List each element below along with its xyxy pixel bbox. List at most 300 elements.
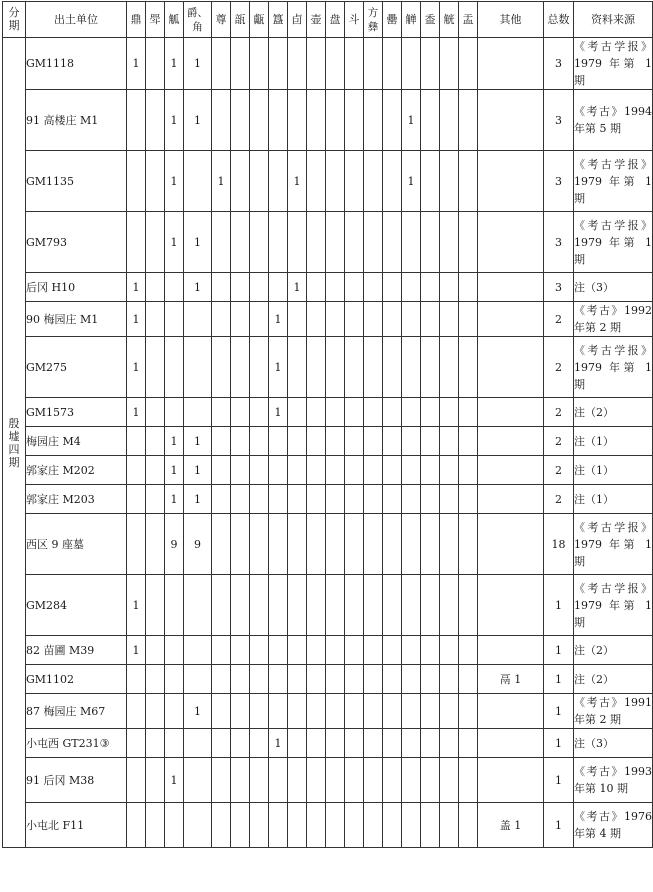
count-cell xyxy=(402,485,421,514)
count-cell xyxy=(459,665,478,694)
count-cell xyxy=(345,758,364,803)
count-cell xyxy=(250,427,269,456)
count-cell xyxy=(250,575,269,636)
count-cell xyxy=(231,212,250,273)
count-cell xyxy=(269,694,288,729)
count-cell xyxy=(421,575,440,636)
count-cell xyxy=(165,575,184,636)
count-cell: 1 xyxy=(269,398,288,427)
source-cell: 《考古学报》1979 年第 1 期 xyxy=(574,151,653,212)
count-cell xyxy=(459,302,478,337)
header-type: 盂 xyxy=(459,2,478,38)
source-cell: 注（3） xyxy=(574,729,653,758)
count-cell xyxy=(288,456,307,485)
table-row xyxy=(3,575,653,636)
table-row xyxy=(3,38,653,90)
count-cell xyxy=(459,212,478,273)
count-cell xyxy=(165,337,184,398)
count-cell: 1 xyxy=(127,302,146,337)
count-cell xyxy=(459,758,478,803)
other-cell xyxy=(478,456,544,485)
count-cell xyxy=(288,485,307,514)
count-cell xyxy=(250,151,269,212)
count-cell xyxy=(364,151,383,212)
header-type: 卣 xyxy=(288,2,307,38)
table-row xyxy=(3,302,653,337)
unit-cell: 小屯北 F11 xyxy=(26,803,127,848)
count-cell xyxy=(402,729,421,758)
other-cell xyxy=(478,729,544,758)
count-cell xyxy=(364,212,383,273)
count-cell xyxy=(250,212,269,273)
count-cell xyxy=(212,90,231,151)
count-cell xyxy=(459,694,478,729)
count-cell xyxy=(440,456,459,485)
count-cell xyxy=(364,694,383,729)
total-cell: 3 xyxy=(544,38,574,90)
count-cell xyxy=(459,337,478,398)
count-cell xyxy=(307,758,326,803)
unit-cell: 87 梅园庄 M67 xyxy=(26,694,127,729)
count-cell xyxy=(212,456,231,485)
count-cell xyxy=(288,427,307,456)
count-cell xyxy=(269,151,288,212)
count-cell xyxy=(127,456,146,485)
count-cell xyxy=(231,575,250,636)
count-cell xyxy=(421,729,440,758)
count-cell xyxy=(326,427,345,456)
source-cell: 注（2） xyxy=(574,665,653,694)
unit-cell: 郭家庄 M203 xyxy=(26,485,127,514)
unit-cell: GM1118 xyxy=(26,38,127,90)
count-cell xyxy=(364,273,383,302)
count-cell xyxy=(421,456,440,485)
total-cell: 2 xyxy=(544,485,574,514)
count-cell xyxy=(402,514,421,575)
count-cell xyxy=(459,514,478,575)
count-cell xyxy=(364,729,383,758)
count-cell xyxy=(459,90,478,151)
count-cell xyxy=(165,273,184,302)
count-cell: 1 xyxy=(127,273,146,302)
source-cell: 《考古》1993 年第 10 期 xyxy=(574,758,653,803)
count-cell xyxy=(364,485,383,514)
other-cell xyxy=(478,212,544,273)
count-cell: 1 xyxy=(165,456,184,485)
count-cell xyxy=(212,636,231,665)
count-cell xyxy=(326,485,345,514)
count-cell: 1 xyxy=(165,151,184,212)
count-cell xyxy=(326,90,345,151)
count-cell xyxy=(402,758,421,803)
count-cell xyxy=(383,803,402,848)
source-cell: 《考古》1994 年第 5 期 xyxy=(574,90,653,151)
count-cell xyxy=(288,514,307,575)
table-row xyxy=(3,729,653,758)
count-cell xyxy=(146,694,165,729)
count-cell xyxy=(307,427,326,456)
count-cell xyxy=(127,427,146,456)
count-cell xyxy=(364,514,383,575)
count-cell xyxy=(440,302,459,337)
count-cell xyxy=(345,575,364,636)
count-cell xyxy=(440,212,459,273)
count-cell xyxy=(383,151,402,212)
count-cell xyxy=(345,212,364,273)
count-cell xyxy=(459,38,478,90)
count-cell xyxy=(212,803,231,848)
count-cell: 1 xyxy=(269,302,288,337)
table-row xyxy=(3,427,653,456)
count-cell: 1 xyxy=(165,427,184,456)
total-cell: 1 xyxy=(544,636,574,665)
other-cell xyxy=(478,575,544,636)
header-source: 资料来源 xyxy=(574,2,653,38)
source-cell: 《考古学报》1979 年第 1 期 xyxy=(574,575,653,636)
source-cell: 注（2） xyxy=(574,398,653,427)
count-cell xyxy=(383,665,402,694)
count-cell xyxy=(421,514,440,575)
count-cell xyxy=(231,337,250,398)
total-cell: 1 xyxy=(544,694,574,729)
count-cell xyxy=(345,427,364,456)
count-cell xyxy=(288,302,307,337)
count-cell xyxy=(269,636,288,665)
count-cell xyxy=(440,398,459,427)
count-cell xyxy=(269,514,288,575)
count-cell xyxy=(184,575,212,636)
table-row xyxy=(3,398,653,427)
count-cell xyxy=(383,302,402,337)
count-cell xyxy=(231,90,250,151)
count-cell xyxy=(440,758,459,803)
other-cell xyxy=(478,337,544,398)
bronze-vessel-table xyxy=(2,1,653,848)
source-cell: 《考古》1991 年第 2 期 xyxy=(574,694,653,729)
count-cell xyxy=(184,398,212,427)
count-cell xyxy=(269,803,288,848)
count-cell xyxy=(345,90,364,151)
count-cell xyxy=(364,456,383,485)
count-cell xyxy=(383,456,402,485)
count-cell: 1 xyxy=(288,273,307,302)
count-cell xyxy=(307,90,326,151)
count-cell xyxy=(421,803,440,848)
count-cell xyxy=(364,636,383,665)
count-cell xyxy=(421,398,440,427)
count-cell xyxy=(184,758,212,803)
total-cell: 2 xyxy=(544,456,574,485)
count-cell xyxy=(146,273,165,302)
count-cell xyxy=(146,636,165,665)
count-cell xyxy=(459,398,478,427)
header-period: 分期 xyxy=(3,2,26,38)
source-cell: 注（1） xyxy=(574,485,653,514)
count-cell xyxy=(402,636,421,665)
count-cell: 1 xyxy=(269,337,288,398)
total-cell: 2 xyxy=(544,337,574,398)
count-cell xyxy=(440,151,459,212)
count-cell xyxy=(231,636,250,665)
count-cell xyxy=(231,427,250,456)
count-cell: 1 xyxy=(127,636,146,665)
total-cell: 2 xyxy=(544,398,574,427)
count-cell xyxy=(345,38,364,90)
count-cell xyxy=(326,694,345,729)
count-cell: 1 xyxy=(184,456,212,485)
count-cell: 9 xyxy=(184,514,212,575)
count-cell xyxy=(250,803,269,848)
count-cell xyxy=(383,90,402,151)
header-type: 鼎 xyxy=(127,2,146,38)
count-cell xyxy=(250,694,269,729)
count-cell xyxy=(269,665,288,694)
count-cell xyxy=(402,575,421,636)
count-cell xyxy=(184,803,212,848)
unit-cell: GM275 xyxy=(26,337,127,398)
count-cell xyxy=(421,427,440,456)
table-row xyxy=(3,151,653,212)
other-cell xyxy=(478,90,544,151)
count-cell xyxy=(383,212,402,273)
unit-cell: GM1135 xyxy=(26,151,127,212)
count-cell xyxy=(345,398,364,427)
count-cell xyxy=(421,636,440,665)
count-cell xyxy=(364,302,383,337)
count-cell xyxy=(345,302,364,337)
count-cell xyxy=(326,151,345,212)
header-type: 觚 xyxy=(165,2,184,38)
count-cell xyxy=(440,427,459,456)
count-cell xyxy=(212,694,231,729)
count-cell xyxy=(165,694,184,729)
count-cell xyxy=(345,514,364,575)
unit-cell: 郭家庄 M202 xyxy=(26,456,127,485)
count-cell xyxy=(146,485,165,514)
count-cell xyxy=(307,273,326,302)
count-cell xyxy=(459,803,478,848)
count-cell xyxy=(345,636,364,665)
source-cell: 《考古学报》1979 年第 1 期 xyxy=(574,212,653,273)
count-cell xyxy=(459,273,478,302)
count-cell xyxy=(307,729,326,758)
count-cell xyxy=(402,694,421,729)
count-cell xyxy=(383,38,402,90)
count-cell xyxy=(421,302,440,337)
count-cell xyxy=(146,302,165,337)
count-cell xyxy=(250,514,269,575)
header-type: 方彝 xyxy=(364,2,383,38)
count-cell xyxy=(326,456,345,485)
unit-cell: 82 苗圃 M39 xyxy=(26,636,127,665)
count-cell xyxy=(250,729,269,758)
count-cell xyxy=(364,38,383,90)
count-cell: 1 xyxy=(127,575,146,636)
count-cell xyxy=(383,427,402,456)
total-cell: 18 xyxy=(544,514,574,575)
count-cell xyxy=(459,485,478,514)
count-cell xyxy=(364,665,383,694)
count-cell xyxy=(269,38,288,90)
table-row xyxy=(3,212,653,273)
count-cell xyxy=(383,636,402,665)
count-cell xyxy=(345,337,364,398)
count-cell xyxy=(307,398,326,427)
count-cell xyxy=(288,729,307,758)
count-cell xyxy=(345,694,364,729)
count-cell xyxy=(402,398,421,427)
total-cell: 3 xyxy=(544,212,574,273)
count-cell xyxy=(231,694,250,729)
count-cell xyxy=(459,729,478,758)
count-cell xyxy=(231,665,250,694)
count-cell xyxy=(269,758,288,803)
period-label: 殷墟四期 xyxy=(8,416,20,469)
count-cell xyxy=(184,337,212,398)
count-cell xyxy=(307,38,326,90)
count-cell: 1 xyxy=(165,212,184,273)
count-cell xyxy=(231,485,250,514)
count-cell xyxy=(383,337,402,398)
count-cell xyxy=(383,514,402,575)
count-cell xyxy=(459,151,478,212)
header-type: 罍 xyxy=(383,2,402,38)
count-cell xyxy=(250,337,269,398)
table-row xyxy=(3,456,653,485)
count-cell: 1 xyxy=(127,398,146,427)
count-cell xyxy=(231,302,250,337)
count-cell xyxy=(127,151,146,212)
count-cell xyxy=(250,302,269,337)
count-cell xyxy=(269,456,288,485)
count-cell xyxy=(184,636,212,665)
source-cell: 注（3） xyxy=(574,273,653,302)
count-cell xyxy=(288,212,307,273)
count-cell xyxy=(146,665,165,694)
count-cell xyxy=(345,665,364,694)
count-cell xyxy=(402,803,421,848)
count-cell xyxy=(250,273,269,302)
count-cell xyxy=(402,427,421,456)
count-cell: 1 xyxy=(184,485,212,514)
count-cell: 1 xyxy=(269,729,288,758)
count-cell xyxy=(402,337,421,398)
count-cell xyxy=(440,273,459,302)
table-row xyxy=(3,337,653,398)
count-cell xyxy=(364,803,383,848)
count-cell xyxy=(184,302,212,337)
count-cell xyxy=(127,729,146,758)
count-cell xyxy=(421,758,440,803)
count-cell xyxy=(402,665,421,694)
count-cell xyxy=(146,758,165,803)
count-cell xyxy=(146,427,165,456)
count-cell xyxy=(440,694,459,729)
count-cell xyxy=(345,273,364,302)
source-cell: 《考古学报》1979 年第 1 期 xyxy=(574,514,653,575)
count-cell xyxy=(288,694,307,729)
count-cell xyxy=(212,729,231,758)
count-cell xyxy=(212,575,231,636)
count-cell: 1 xyxy=(184,38,212,90)
count-cell xyxy=(146,212,165,273)
source-cell: 注（1） xyxy=(574,456,653,485)
count-cell xyxy=(231,758,250,803)
other-cell xyxy=(478,398,544,427)
other-cell xyxy=(478,38,544,90)
count-cell xyxy=(288,90,307,151)
count-cell xyxy=(212,38,231,90)
count-cell xyxy=(383,485,402,514)
count-cell xyxy=(165,729,184,758)
count-cell xyxy=(250,665,269,694)
count-cell xyxy=(231,803,250,848)
count-cell xyxy=(212,212,231,273)
count-cell xyxy=(165,665,184,694)
count-cell xyxy=(421,665,440,694)
source-cell: 《考古》1976 年第 4 期 xyxy=(574,803,653,848)
header-type: 斝 xyxy=(146,2,165,38)
count-cell xyxy=(184,729,212,758)
count-cell xyxy=(402,212,421,273)
other-cell xyxy=(478,694,544,729)
count-cell: 1 xyxy=(212,151,231,212)
count-cell xyxy=(127,694,146,729)
count-cell xyxy=(288,337,307,398)
table-row xyxy=(3,514,653,575)
count-cell xyxy=(269,575,288,636)
other-cell xyxy=(478,273,544,302)
count-cell xyxy=(146,803,165,848)
total-cell: 1 xyxy=(544,575,574,636)
count-cell: 1 xyxy=(402,90,421,151)
other-cell xyxy=(478,636,544,665)
count-cell xyxy=(326,803,345,848)
header-type: 盉 xyxy=(421,2,440,38)
count-cell xyxy=(307,151,326,212)
count-cell xyxy=(146,337,165,398)
count-cell xyxy=(326,636,345,665)
count-cell xyxy=(326,575,345,636)
count-cell xyxy=(250,485,269,514)
unit-cell: GM284 xyxy=(26,575,127,636)
table-body xyxy=(3,38,653,848)
header-type: 甗 xyxy=(250,2,269,38)
count-cell xyxy=(250,398,269,427)
count-cell xyxy=(421,151,440,212)
count-cell: 1 xyxy=(288,151,307,212)
count-cell: 1 xyxy=(127,337,146,398)
count-cell xyxy=(326,398,345,427)
count-cell xyxy=(146,151,165,212)
count-cell xyxy=(326,302,345,337)
header-total: 总数 xyxy=(544,2,574,38)
unit-cell: 后冈 H10 xyxy=(26,273,127,302)
count-cell xyxy=(307,456,326,485)
count-cell xyxy=(231,729,250,758)
count-cell: 1 xyxy=(402,151,421,212)
count-cell xyxy=(364,758,383,803)
other-cell: 盖 1 xyxy=(478,803,544,848)
count-cell xyxy=(326,758,345,803)
count-cell xyxy=(288,758,307,803)
count-cell xyxy=(364,398,383,427)
count-cell xyxy=(231,151,250,212)
count-cell xyxy=(440,575,459,636)
total-cell: 3 xyxy=(544,151,574,212)
source-cell: 注（2） xyxy=(574,636,653,665)
count-cell: 1 xyxy=(184,427,212,456)
